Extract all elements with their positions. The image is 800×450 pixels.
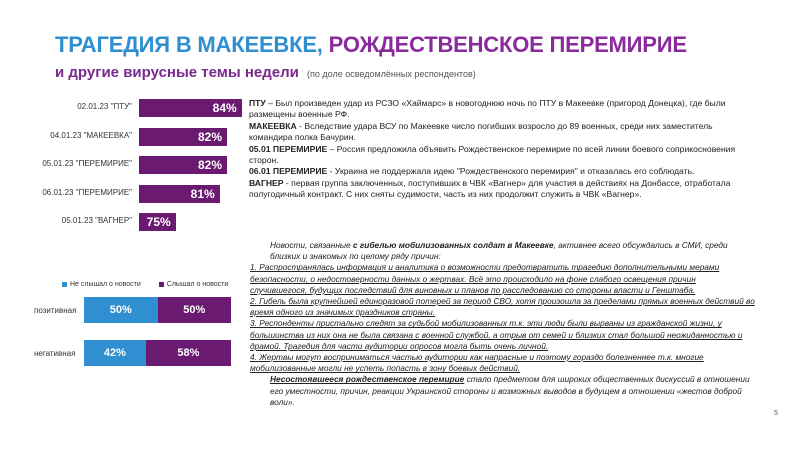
bar-category-label: 02.01.23 "ПТУ" xyxy=(77,102,132,111)
bar-category-label: 06.01.23 "ПЕРЕМИРИЕ" xyxy=(42,187,132,197)
analysis-point-5 xyxy=(250,374,755,408)
bar-row xyxy=(0,156,250,174)
legend-item xyxy=(62,281,141,288)
bar-category-label: 04.01.23 "МАКЕЕВКА" xyxy=(50,130,132,140)
legend-swatch xyxy=(62,282,67,287)
bar-value-label: 75% xyxy=(146,215,171,229)
subtitle-note: (по доле осведомлённых респондентов) xyxy=(307,69,476,79)
stack-row xyxy=(0,297,240,323)
bar-value-label: 81% xyxy=(190,186,215,201)
stack-segment-label: 42% xyxy=(103,347,126,359)
news-item-text: – Был произведен удар из РСЗО «Хаймарс» в новогоднюю ночь по ПТУ в Макеевке (пригород Донецка), где были размещены военные РФ. xyxy=(249,98,726,120)
news-item-head: ВАГНЕР xyxy=(249,177,284,188)
news-item-head: 06.01 ПЕРЕМИРИЕ xyxy=(249,166,328,177)
analysis-point-4: 4. Жертвы могут восприниматься частью аудитории как напрасные и поэтому гораздо болезненнее т.к. многие мобилизованные могли не успеть попасть в зону боевых действий. xyxy=(250,352,704,374)
bar-category-label: 05.01.23 "ВАГНЕР" xyxy=(61,216,132,225)
bar-value-label: 84% xyxy=(212,101,237,115)
legend-label: Не слышал о новости xyxy=(70,281,141,288)
news-item-head: ПТУ xyxy=(249,98,266,108)
analysis-text xyxy=(250,240,755,408)
stack-category-label: позитивная xyxy=(34,306,77,315)
legend-label: Слышал о новости xyxy=(166,281,229,288)
stack-segment-label: 50% xyxy=(109,304,132,316)
stacked-chart-legend xyxy=(62,281,246,288)
subtitle-main: и другие вирусные темы недели xyxy=(55,64,299,81)
news-item xyxy=(249,98,754,121)
news-item xyxy=(249,178,754,201)
news-item xyxy=(249,121,754,144)
legend-item xyxy=(159,281,228,288)
title-part-2: РОЖДЕСТВЕНСКОЕ ПЕРЕМИРИЕ xyxy=(328,32,687,57)
analysis-point-5-text: стало предметом для широких общественных дискуссий в отношении его уместности, причин, реакции Украинской стороны и возможных выводов в будущем в отношении «жестов доброй воли». xyxy=(270,374,750,407)
news-item-head: 05.01 ПЕРЕМИРИЕ xyxy=(249,143,328,154)
legend-swatch xyxy=(159,282,164,287)
news-item-text: - Украина не поддержала идею "Рождественского перемирия" и отказалась его соблюдать. xyxy=(327,166,695,177)
bar-row xyxy=(0,128,250,146)
bar-row xyxy=(0,185,250,203)
page-number: 5 xyxy=(774,410,778,417)
analysis-intro-b: с гибелью мобилизованных солдат в Макеевке xyxy=(352,240,554,250)
news-item-text: - Вследствие удара ВСУ по Макеевке число погибших возросло до 89 военных, среди них заместитель командира полка Бачурин. xyxy=(249,120,713,143)
bar-category-label: 05.01.23 "ПЕРЕМИРИЕ" xyxy=(42,159,132,168)
stack-segment-label: 50% xyxy=(183,304,206,316)
news-descriptions xyxy=(249,98,754,201)
bar-value-label: 82% xyxy=(198,158,223,172)
analysis-point-3: 3. Респонденты пристально следят за судьбой мобилизованных т.к. эти люди были вырваны из гражданской жизни, у большинства из них она не была связана с военной службой, а отрыв от семей и близких стал большой неожиданностью и драмой. Трагедия для части аудитории опросов могла быть очень личной. xyxy=(250,318,743,351)
analysis-intro-c: , активнее всего обсуждались в СМИ, среди близких и знакомых по целому ряду причин: xyxy=(270,240,728,262)
stack-row xyxy=(0,340,240,366)
news-item-head: МАКЕЕВКА xyxy=(249,120,297,131)
page-subtitle xyxy=(55,64,476,81)
title-part-1: ТРАГЕДИЯ В МАКЕЕВКЕ, xyxy=(55,32,323,57)
bar-row xyxy=(0,99,250,117)
news-item xyxy=(249,144,754,167)
bar-row xyxy=(0,213,250,231)
news-item xyxy=(249,166,754,177)
analysis-point-2: 2. Гибель была крупнейшей единоразовой потерей за период СВО, хотя произошла за пределами прямых военных действий во время одного из значимых праздников страны. xyxy=(250,296,755,318)
stack-category-label: негативная xyxy=(34,349,76,358)
awareness-bar-chart xyxy=(0,96,250,236)
analysis-point-1: 1. Распространялась информация и аналитика о возможности предотвратить трагедию дополнительными мерами безопасности, о недостоверности данных о жертвах. Всё это происходило на фоне слабого освещения причин случившегося, будущих последствий для виновных и планов по расследованию со стороны власти и Генштаба. xyxy=(250,262,720,295)
analysis-intro-a: Новости, связанные xyxy=(270,240,353,250)
analysis-point-5-head: Несостоявшееся рождественское перемирие xyxy=(270,374,465,385)
bar-value-label: 82% xyxy=(198,129,223,144)
news-item-text: - первая группа заключенных, поступивших в ЧВК «Вагнер» для участия в действиях на Донбассе, отработала полугодичный контракт. С них сняты судимости, часть из них продолжит служить в ЧВК «Вагнер». xyxy=(249,177,731,200)
stack-segment-label: 58% xyxy=(177,347,200,359)
news-item-text: – Россия предложила объявить Рождественское перемирие по всей линии боевого соприкосновения сторон. xyxy=(249,143,736,166)
analysis-intro xyxy=(250,240,755,262)
page-title xyxy=(55,32,687,58)
